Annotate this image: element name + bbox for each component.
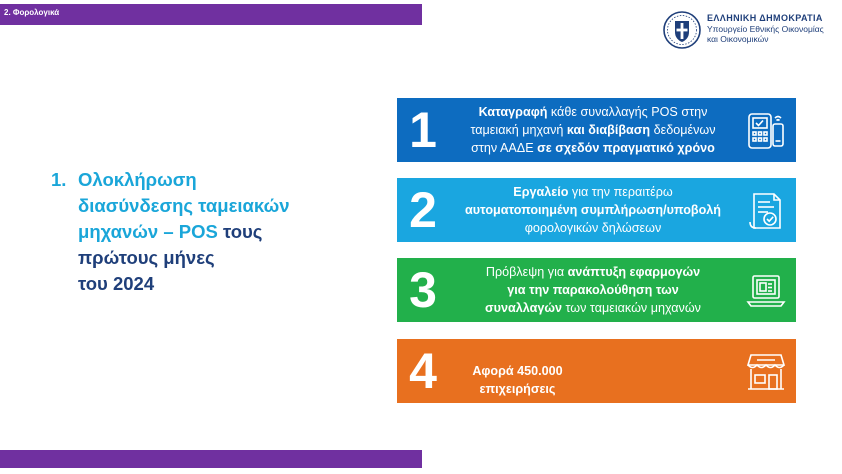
card-2-l3: φορολογικών δηλώσεων: [524, 221, 662, 235]
card-1-l2-start: ταμειακή μηχανή: [470, 123, 567, 137]
bottom-section-bar: [0, 450, 422, 468]
document-check-icon: [746, 190, 786, 232]
card-3-l3-rest: των ταμειακών μηχανών: [561, 301, 701, 315]
card-3-text: [452, 263, 734, 317]
slide-heading: [51, 167, 351, 297]
card-3-l1-start: Πρόβλεψη για: [485, 265, 568, 279]
heading-line2: διασύνδεσης ταμειακών: [78, 195, 290, 216]
card-2-l1-rest: για την περαιτέρω: [568, 185, 673, 199]
card-2-number: 2: [409, 182, 437, 238]
ministry-name-line1: Υπουργείο Εθνικής Οικονομίας: [707, 23, 824, 34]
card-4-text: Αφορά 450.000 επιχειρήσεις: [472, 364, 563, 396]
government-branding: [707, 13, 824, 45]
card-1-l1-bold: Καταγραφή: [478, 105, 548, 119]
card-4: [397, 339, 796, 403]
section-label: 2. Φορολογικά: [4, 8, 60, 17]
card-3: [397, 258, 796, 322]
card-1: [397, 98, 796, 162]
card-2-text: [452, 183, 734, 237]
pos-terminal-icon: [746, 110, 786, 152]
heading-line3-rest: τους: [217, 221, 263, 242]
card-3-number: 3: [409, 262, 437, 318]
card-1-l2-bold: και διαβίβαση: [566, 123, 651, 137]
card-1-l3-start: στην ΑΑΔΕ: [471, 141, 538, 155]
laptop-app-icon: [746, 270, 786, 312]
card-2: [397, 178, 796, 242]
ministry-name-line2: και Οικονομικών: [707, 34, 769, 44]
card-1-l1-rest: κάθε συναλλαγής POS στην: [547, 105, 708, 119]
card-2-l2-bold: αυτοματοποιημένη συμπλήρωση/υποβολή: [464, 203, 721, 217]
card-2-l1-bold: Εργαλείο: [513, 185, 569, 199]
card-4-number: 4: [409, 343, 437, 399]
greek-coat-of-arms-icon: [662, 10, 702, 50]
card-1-number: 1: [409, 102, 437, 158]
card-1-l3-bold: σε σχεδόν πραγματικό χρόνο: [537, 141, 715, 155]
card-3-l3-bold: συναλλαγών: [485, 301, 562, 315]
storefront-icon: [746, 351, 786, 393]
heading-line3-highlight: μηχανών – POS: [78, 221, 218, 242]
heading-line4: πρώτους μήνες: [78, 247, 215, 268]
card-1-text: [452, 103, 734, 157]
card-1-l2-rest: δεδομένων: [650, 123, 716, 137]
card-3-l1-bold: ανάπτυξη εφαρμογών: [567, 265, 701, 279]
heading-line5: του 2024: [78, 273, 155, 294]
top-section-bar: [0, 4, 422, 25]
government-title: ΕΛΛΗΝΙΚΗ ΔΗΜΟΚΡΑΤΙΑ: [707, 13, 823, 23]
card-3-l2-bold: για την παρακολούθηση των: [507, 283, 679, 297]
heading-number: 1.: [51, 169, 67, 190]
heading-line1: Ολοκλήρωση: [78, 169, 197, 190]
